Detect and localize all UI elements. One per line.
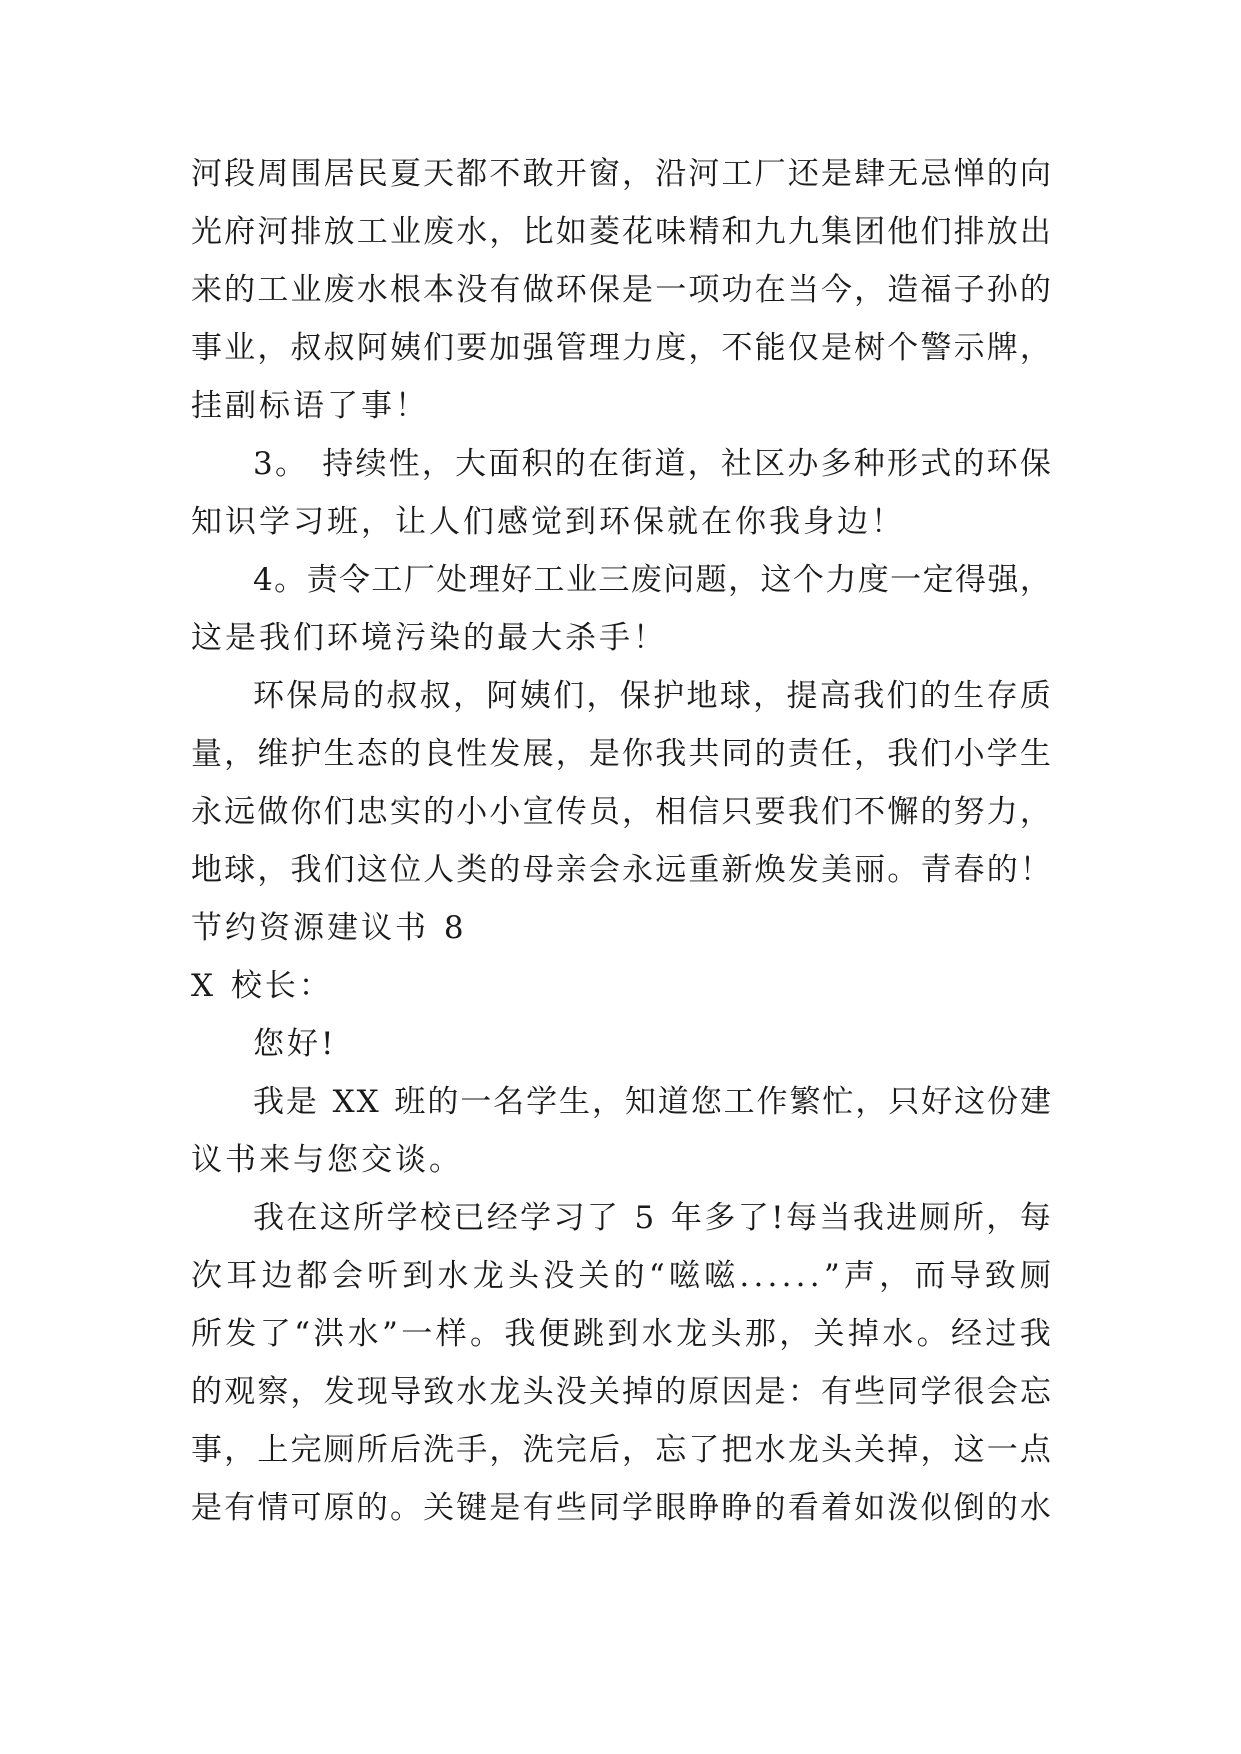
- text-line: 量 ， 维 护 生 态 的 良 性 发 展 ， 是 你 我 共 同 的 责 任 ， 我 们 小 学 生: [191, 736, 1051, 772]
- text-line: 来 的 工 业 废 水 根 本 没 有 做 环 保 是 一 项 功 在 当 今 ， 造 福 子 孙 的: [191, 272, 1051, 308]
- text-line: 知识学习班，让人们感觉到环保就在你我身边！: [191, 504, 905, 540]
- text-line: 议书来与您交谈。: [191, 1142, 463, 1178]
- text-line: X 校长：: [191, 968, 333, 1004]
- text-line: 我 是 X X 班 的 一 名 学 生 ， 知 道 您 工 作 繁 忙 ， 只 好 这 份 建: [253, 1084, 1051, 1120]
- text-line: 地 球 ， 我 们 这 位 人 类 的 母 亲 会 永 远 重 新 焕 发 美 丽 。 青 春 的 ！: [191, 852, 1051, 888]
- text-line: 挂副标语了事！: [191, 388, 429, 424]
- text-line: 我 在 这 所 学 校 已 经 学 习 了 5 年 多 了 ! 每 当 我 进 厕 所 ， 每: [253, 1200, 1051, 1236]
- text-line: 是 有 情 可 原 的 。 关 键 是 有 些 同 学 眼 睁 睁 的 看 着 如 泼 似 倒 的 水: [191, 1490, 1051, 1526]
- text-line: 光 府 河 排 放 工 业 废 水 ， 比 如 菱 花 味 精 和 九 九 集 团 他 们 排 放 出: [191, 214, 1051, 250]
- text-line: 环 保 局 的 叔 叔 ， 阿 姨 们 ， 保 护 地 球 ， 提 高 我 们 的 生 存 质: [253, 678, 1051, 714]
- text-line: 所 发 了 “ 洪 水 ” 一 样 。 我 便 跳 到 水 龙 头 那 ， 关 掉 水 。 经 过 我: [191, 1316, 1051, 1352]
- text-line: 3 。 持 续 性 ， 大 面 积 的 在 街 道 ， 社 区 办 多 种 形 式 的 环 保: [253, 446, 1051, 482]
- text-line: 河 段 周 围 居 民 夏 天 都 不 敢 开 窗 ， 沿 河 工 厂 还 是 肆 无 忌 惮 的 向: [191, 156, 1051, 192]
- text-line: 您好!: [253, 1026, 337, 1062]
- text-line: 4 。 责 令 工 厂 处 理 好 工 业 三 废 问 题 ， 这 个 力 度 一 定 得 强 ，: [253, 562, 1051, 598]
- text-line: 事 业 ， 叔 叔 阿 姨 们 要 加 强 管 理 力 度 ， 不 能 仅 是 树 个 警 示 牌 ，: [191, 330, 1051, 366]
- text-line: 节约资源建议书 8: [191, 910, 467, 946]
- document-body: [191, 145, 1051, 1537]
- text-line: 事 ， 上 完 厕 所 后 洗 手 ， 洗 完 后 ， 忘 了 把 水 龙 头 关 掉 ， 这 一 点: [191, 1432, 1051, 1468]
- text-line: 这是我们环境污染的最大杀手！: [191, 620, 667, 656]
- text-line: 的 观 察 ， 发 现 导 致 水 龙 头 没 关 掉 的 原 因 是 ： 有 些 同 学 很 会 忘: [191, 1374, 1051, 1410]
- text-line: 次 耳 边 都 会 听 到 水 龙 头 没 关 的 “ 嗞 嗞 . . . . . . ” 声 ， 而 导 致 厕: [191, 1258, 1051, 1294]
- text-line: 永 远 做 你 们 忠 实 的 小 小 宣 传 员 ， 相 信 只 要 我 们 不 懈 的 努 力 ，: [191, 794, 1051, 830]
